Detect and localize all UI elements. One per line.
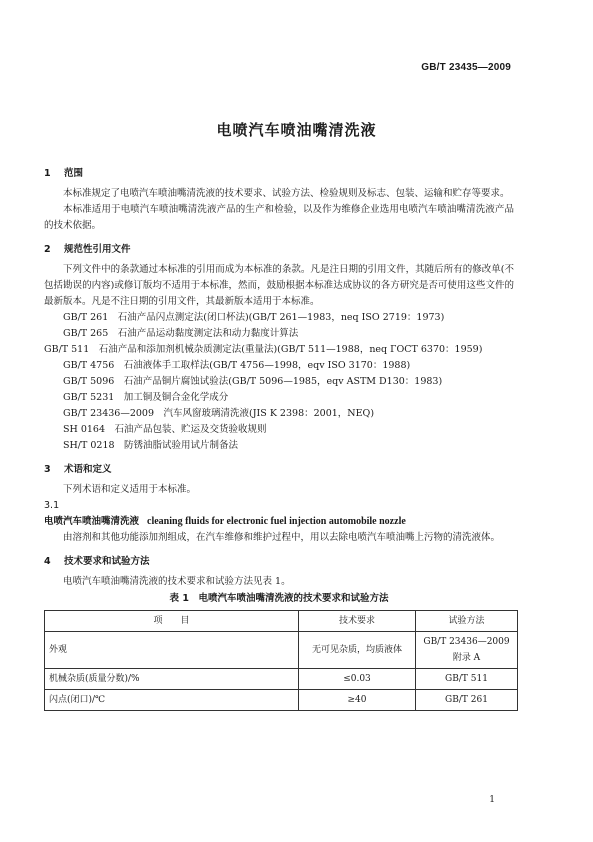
term-chinese: 电喷汽车喷油嘴清洗液 (44, 516, 140, 527)
cell-item: 闪点(闭口)/℃ (45, 690, 299, 711)
document-title: 电喷汽车喷油嘴清洗液 (216, 121, 377, 139)
reference-item: SH 0164 石油产品包装、贮运及交货验收规则 (63, 424, 267, 435)
document-body (44, 166, 514, 711)
cell-method: GB/T 261 (416, 690, 518, 711)
subclause-number: 3.1 (44, 500, 60, 511)
cell-requirement: ≤0.03 (299, 669, 416, 690)
reference-item: GB/T 23436—2009 汽车风窗玻璃清洗液(JIS K 2398：2001，NEQ) (63, 408, 375, 419)
term-definition: 由溶剂和其他功能添加剂组成，在汽车维修和维护过程中，用以去除电喷汽车喷油嘴上污物的清洗液体。 (63, 532, 501, 543)
scope-paragraph-1: 本标准规定了电喷汽车喷油嘴清洗液的技术要求、试验方法、检验规则及标志、包装、运输和贮存等要求。 (63, 188, 510, 199)
reference-item: GB/T 4756 石油液体手工取样法(GB/T 4756—1998，eqv ISO 3170：1988) (63, 360, 411, 371)
table-row (45, 632, 518, 669)
standard-code: GB/T 23435—2009 (421, 62, 511, 73)
cell-method: GB/T 23436—2009 附录 A (416, 632, 518, 669)
table-caption: 表 1 电喷汽车喷油嘴清洗液的技术要求和试验方法 (169, 593, 389, 604)
reference-item: GB/T 5096 石油产品铜片腐蚀试验法(GB/T 5096—1985，eqv ASTM D130：1983) (63, 376, 443, 387)
terms-intro: 下列术语和定义适用于本标准。 (63, 484, 197, 495)
section-heading-scope: 1 范围 (44, 168, 84, 179)
cell-item: 外观 (45, 632, 299, 669)
requirements-intro: 电喷汽车喷油嘴清洗液的技术要求和试验方法见表 1。 (63, 576, 291, 587)
section-heading-terms: 3 术语和定义 (44, 464, 112, 475)
table-row (45, 669, 518, 690)
table-header-row (45, 611, 518, 632)
cell-method: GB/T 511 (416, 669, 518, 690)
cell-requirement: ≥40 (299, 690, 416, 711)
table-row (45, 690, 518, 711)
reference-item: GB/T 265 石油产品运动黏度测定法和动力黏度计算法 (63, 328, 299, 339)
reference-item: GB/T 261 石油产品闪点测定法(闭口杯法)(GB/T 261—1983，neq ISO 2719：1973) (63, 312, 445, 323)
reference-item: GB/T 511 石油产品和添加剂机械杂质测定法(重量法)(GB/T 511—1988，neq ГОСТ 6370：1959) (44, 344, 483, 355)
cell-item: 机械杂质(质量分数)/% (45, 669, 299, 690)
column-header-requirement: 技术要求 (299, 611, 416, 632)
cell-requirement: 无可见杂质，均质液体 (299, 632, 416, 669)
page-number: 1 (489, 795, 495, 805)
section-heading-normative-references: 2 规范性引用文件 (44, 244, 131, 255)
reference-item: SH/T 0218 防锈油脂试验用试片制备法 (63, 440, 239, 451)
references-intro: 下列文件中的条款通过本标准的引用而成为本标准的条款。凡是注日期的引用文件，其随后所有的修改单(不包括勘误的内容)或修订版均不适用于本标准，然而，鼓励根据本标准达成协议的各方研究是否可使用这些文件的最新版本。凡是不注日期的引用文件，其最新版本适用于本标准。 (44, 264, 514, 307)
section-heading-requirements: 4 技术要求和试验方法 (44, 556, 150, 567)
term-english: cleaning fluids for electronic fuel injection automobile nozzle (147, 516, 406, 527)
term-entry (44, 514, 514, 530)
requirements-table (44, 610, 518, 711)
column-header-method: 试验方法 (416, 611, 518, 632)
reference-item: GB/T 5231 加工铜及铜合金化学成分 (63, 392, 229, 403)
scope-paragraph-2: 本标准适用于电喷汽车喷油嘴清洗液产品的生产和检验，以及作为维修企业选用电喷汽车喷油嘴清洗液产品的技术依据。 (44, 204, 514, 231)
column-header-item: 项 目 (45, 611, 299, 632)
